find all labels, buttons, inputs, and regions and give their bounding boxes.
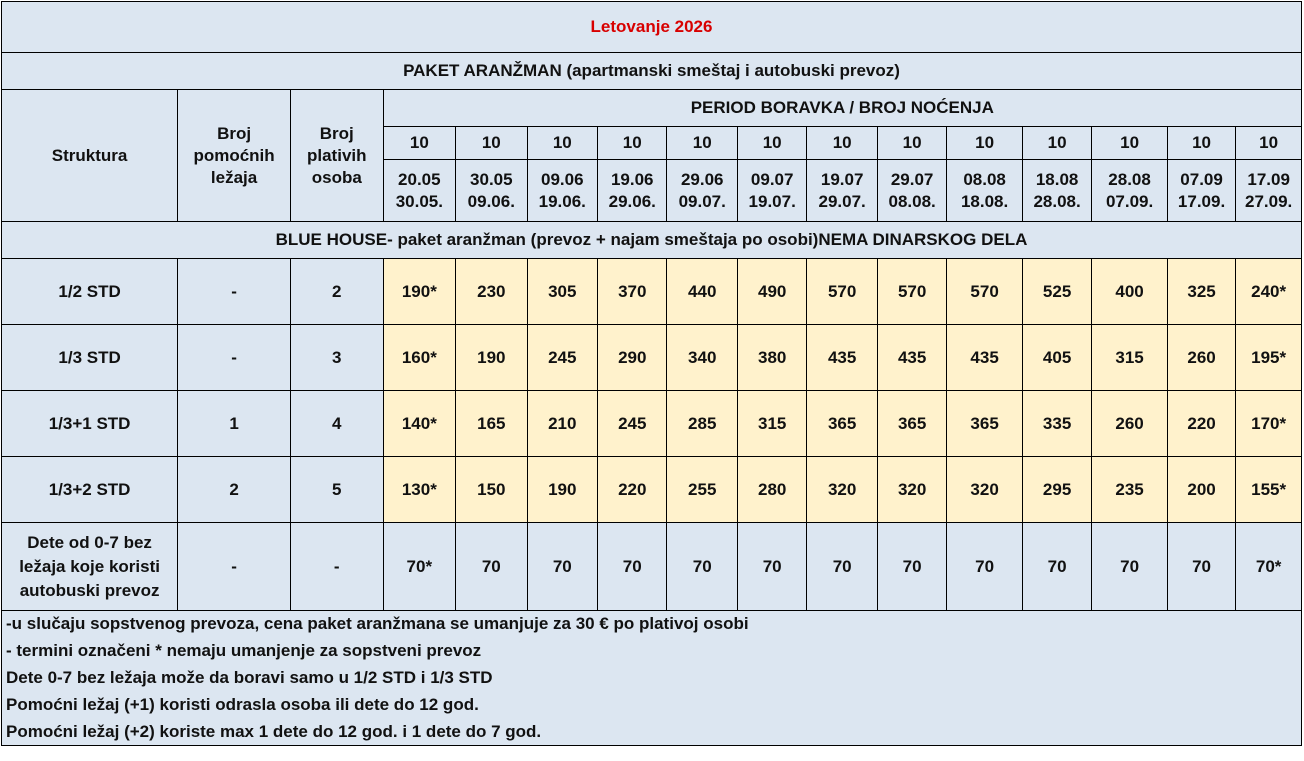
child-price-cell: 70 (667, 523, 737, 611)
room-structure: 1/2 STD (2, 259, 178, 325)
price-cell: 380 (737, 325, 806, 391)
nights-cell: 10 (807, 127, 877, 160)
price-cell: 370 (598, 259, 667, 325)
nights-cell: 10 (947, 127, 1023, 160)
child-description-line: Dete od 0-7 bez (27, 532, 152, 552)
child-price-cell: 70 (598, 523, 667, 611)
date-from: 18.08 (1035, 169, 1079, 189)
header-plativa-line: plativih (307, 145, 367, 165)
nights-cell: 10 (527, 127, 597, 160)
price-cell: 365 (877, 391, 946, 457)
date-to: 08.08. (888, 191, 936, 211)
price-cell: 325 (1167, 259, 1235, 325)
date-from: 19.06 (610, 169, 654, 189)
nights-cell: 10 (737, 127, 806, 160)
date-from: 08.08 (963, 169, 1006, 189)
extra-beds: - (178, 523, 291, 611)
date-to: 09.07. (678, 191, 726, 211)
price-cell: 280 (737, 457, 806, 523)
price-cell: 200 (1167, 457, 1235, 523)
note-text: Pomoćni ležaj (+1) koristi odrasla osoba ili dete do 12 god. (2, 692, 1302, 719)
section-title-row (2, 222, 1302, 259)
date-to: 28.08. (1033, 191, 1081, 211)
price-cell: 195* (1236, 325, 1302, 391)
page-title: Letovanje 2026 (2, 2, 1302, 53)
header-row-1 (2, 90, 1302, 127)
date-from: 09.07 (750, 169, 794, 189)
price-cell: 220 (1167, 391, 1235, 457)
price-row (2, 325, 1302, 391)
date-range-cell (598, 160, 667, 222)
price-cell: 290 (598, 325, 667, 391)
nights-cell: 10 (456, 127, 527, 160)
nights-cell: 10 (598, 127, 667, 160)
child-price-cell: 70 (1022, 523, 1091, 611)
date-range-cell (807, 160, 877, 222)
price-cell: 190 (456, 325, 527, 391)
child-description (2, 523, 178, 611)
price-cell: 245 (527, 325, 597, 391)
paying-persons: 5 (290, 457, 383, 523)
note-text: Pomoćni ležaj (+2) koriste max 1 dete do 12 god. i 1 dete do 7 god. (2, 719, 1302, 746)
child-price-cell: 70 (527, 523, 597, 611)
note-row (2, 719, 1302, 746)
child-price-cell: 70 (1167, 523, 1235, 611)
price-cell: 235 (1092, 457, 1168, 523)
date-range-cell (737, 160, 806, 222)
price-cell: 435 (877, 325, 946, 391)
price-cell: 340 (667, 325, 737, 391)
price-cell: 335 (1022, 391, 1091, 457)
header-pomocni-line: Broj (217, 123, 252, 143)
date-to: 27.09. (1245, 191, 1293, 211)
date-range-cell (1236, 160, 1302, 222)
price-cell: 570 (807, 259, 877, 325)
package-title-row (2, 53, 1302, 90)
price-cell: 230 (456, 259, 527, 325)
paying-persons: 3 (290, 325, 383, 391)
price-cell: 305 (527, 259, 597, 325)
price-cell: 405 (1022, 325, 1091, 391)
extra-beds: - (178, 259, 291, 325)
date-from: 20.05 (398, 169, 441, 189)
price-cell: 210 (527, 391, 597, 457)
date-range-cell (456, 160, 527, 222)
price-cell: 190 (527, 457, 597, 523)
header-pomocni-lezaji (178, 90, 291, 222)
date-from: 30.05 (470, 169, 513, 189)
price-cell: 435 (807, 325, 877, 391)
extra-beds: - (178, 325, 291, 391)
note-text: - termini označeni * nemaju umanjenje za sopstveni prevoz (2, 638, 1302, 665)
date-to: 18.08. (960, 191, 1009, 211)
price-cell: 320 (807, 457, 877, 523)
date-range-cell (1092, 160, 1168, 222)
extra-beds: 1 (178, 391, 291, 457)
date-range-cell (877, 160, 946, 222)
price-cell: 400 (1092, 259, 1168, 325)
date-from: 09.06 (541, 169, 584, 189)
price-cell: 150 (456, 457, 527, 523)
price-cell: 260 (1092, 391, 1168, 457)
date-from: 19.07 (820, 169, 864, 189)
note-row (2, 638, 1302, 665)
child-price-cell: 70 (1092, 523, 1168, 611)
price-cell: 220 (598, 457, 667, 523)
price-cell: 190* (383, 259, 455, 325)
price-cell: 160* (383, 325, 455, 391)
date-from: 07.09 (1180, 169, 1223, 189)
nights-cell: 10 (1022, 127, 1091, 160)
price-cell: 155* (1236, 457, 1302, 523)
nights-cell: 10 (1092, 127, 1168, 160)
nights-cell: 10 (667, 127, 737, 160)
package-title: PAKET ARANŽMAN (apartmanski smeštaj i autobuski prevoz) (2, 53, 1302, 90)
child-price-cell: 70 (807, 523, 877, 611)
child-price-cell: 70* (1236, 523, 1302, 611)
nights-cell: 10 (383, 127, 455, 160)
price-cell: 245 (598, 391, 667, 457)
date-to: 17.09. (1177, 191, 1226, 211)
price-cell: 165 (456, 391, 527, 457)
date-from: 28.08 (1108, 169, 1151, 189)
price-cell: 285 (667, 391, 737, 457)
header-period: PERIOD BORAVKA / BROJ NOĆENJA (383, 90, 1301, 127)
price-cell: 440 (667, 259, 737, 325)
date-to: 30.05. (395, 191, 443, 211)
date-range-cell (667, 160, 737, 222)
child-price-cell: 70 (737, 523, 806, 611)
price-cell: 240* (1236, 259, 1302, 325)
price-cell: 315 (737, 391, 806, 457)
nights-cell: 10 (1167, 127, 1235, 160)
price-cell: 525 (1022, 259, 1091, 325)
price-cell: 320 (877, 457, 946, 523)
price-cell: 570 (877, 259, 946, 325)
price-cell: 315 (1092, 325, 1168, 391)
date-range-cell (947, 160, 1023, 222)
header-pomocni-line: ležaja (210, 167, 258, 187)
date-range-cell (1022, 160, 1091, 222)
note-text: -u slučaju sopstvenog prevoza, cena paket aranžmana se umanjuje za 30 € po plativoj osobi (2, 611, 1302, 638)
date-to: 29.07. (818, 191, 866, 211)
note-row (2, 692, 1302, 719)
price-cell: 365 (947, 391, 1023, 457)
child-description-line: ležaja koje koristi (19, 556, 160, 576)
price-cell: 130* (383, 457, 455, 523)
price-cell: 570 (947, 259, 1023, 325)
date-range-cell (383, 160, 455, 222)
date-range-cell (1167, 160, 1235, 222)
note-row (2, 665, 1302, 692)
room-structure: 1/3+2 STD (2, 457, 178, 523)
price-cell: 170* (1236, 391, 1302, 457)
price-row (2, 391, 1302, 457)
nights-cell: 10 (877, 127, 946, 160)
note-text: Dete 0-7 bez ležaja može da boravi samo u 1/2 STD i 1/3 STD (2, 665, 1302, 692)
price-cell: 365 (807, 391, 877, 457)
header-pomocni-line: pomoćnih (193, 145, 275, 165)
price-cell: 435 (947, 325, 1023, 391)
date-from: 29.06 (680, 169, 724, 189)
child-row (2, 523, 1302, 611)
price-table (1, 1, 1302, 746)
child-price-cell: 70 (947, 523, 1023, 611)
title-row (2, 2, 1302, 53)
section-title: BLUE HOUSE- paket aranžman (prevoz + najam smeštaja po osobi)NEMA DINARSKOG DELA (2, 222, 1302, 259)
date-to: 19.07. (748, 191, 796, 211)
child-price-cell: 70 (456, 523, 527, 611)
nights-cell: 10 (1236, 127, 1302, 160)
child-description-line: autobuski prevoz (19, 580, 160, 600)
header-plativa-line: Broj (319, 123, 354, 143)
date-range-cell (527, 160, 597, 222)
date-to: 19.06. (538, 191, 586, 211)
price-cell: 490 (737, 259, 806, 325)
room-structure: 1/3+1 STD (2, 391, 178, 457)
header-plative-osobe (290, 90, 383, 222)
date-from: 17.09 (1247, 169, 1290, 189)
child-price-cell: 70 (877, 523, 946, 611)
price-cell: 140* (383, 391, 455, 457)
price-row (2, 259, 1302, 325)
price-cell: 260 (1167, 325, 1235, 391)
extra-beds: 2 (178, 457, 291, 523)
header-struktura: Struktura (2, 90, 178, 222)
paying-persons: 4 (290, 391, 383, 457)
note-row (2, 611, 1302, 638)
child-price-cell: 70* (383, 523, 455, 611)
date-from: 29.07 (890, 169, 934, 189)
price-row (2, 457, 1302, 523)
room-structure: 1/3 STD (2, 325, 178, 391)
paying-persons: - (290, 523, 383, 611)
price-cell: 255 (667, 457, 737, 523)
price-cell: 320 (947, 457, 1023, 523)
date-to: 07.09. (1105, 191, 1154, 211)
price-cell: 295 (1022, 457, 1091, 523)
date-to: 29.06. (608, 191, 656, 211)
date-to: 09.06. (467, 191, 515, 211)
paying-persons: 2 (290, 259, 383, 325)
header-plativa-line: osoba (311, 167, 362, 187)
